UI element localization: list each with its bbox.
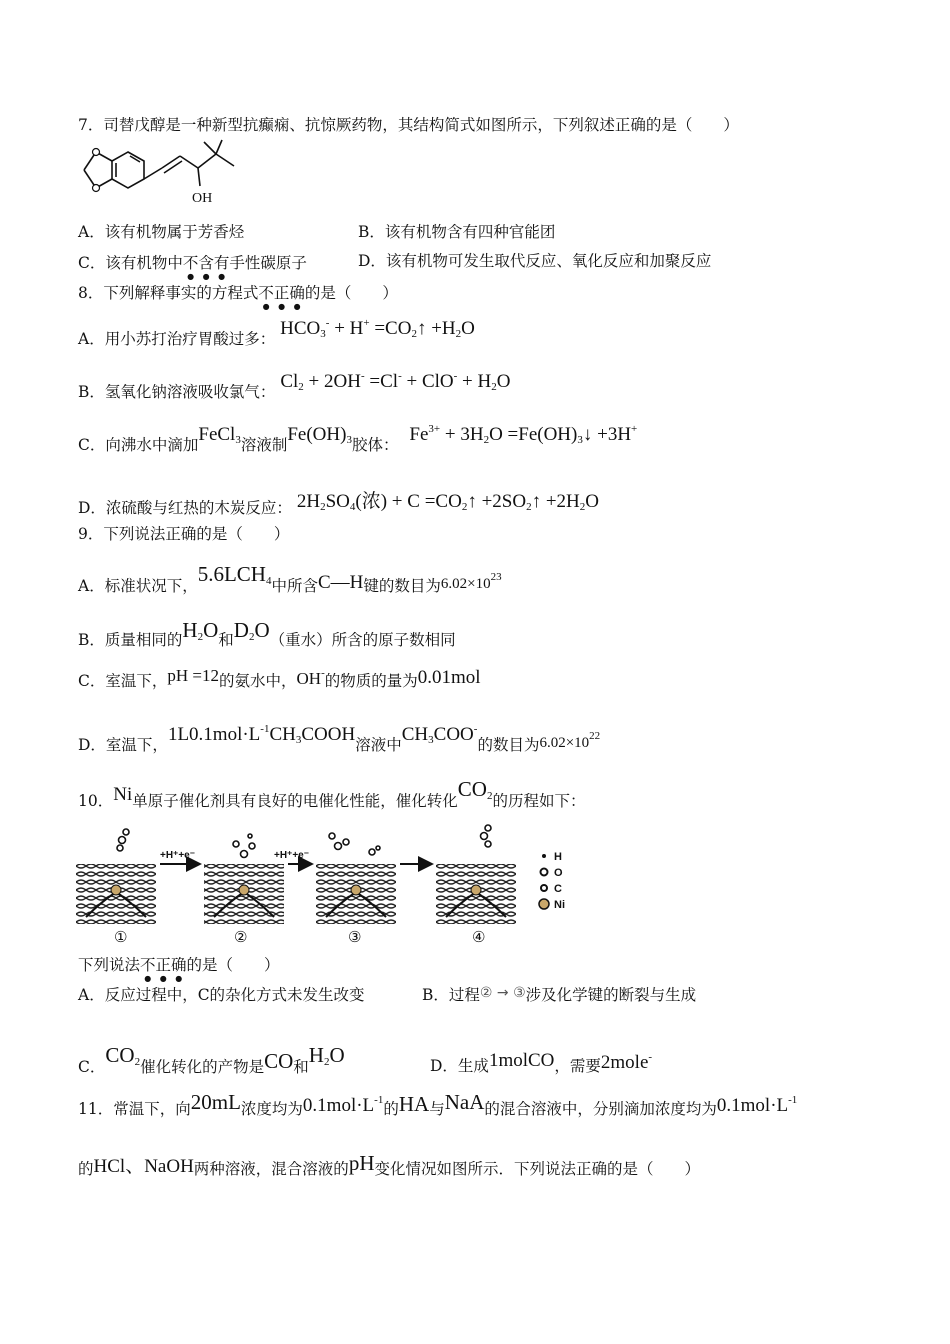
q9-d-text2: 溶液中 xyxy=(355,736,402,754)
q10-legend-h: H xyxy=(554,851,562,863)
q11-conc-1: $0.1mol\cdot L^{-1}$ xyxy=(302,1094,384,1116)
q7-stem: 7．司替戊醇是一种新型抗癫痫、抗惊厥药物，其结构简式如图所示，下列叙述正确的是（ ） xyxy=(78,116,739,134)
q8-a-text: A．用小苏打治疗胃酸过多： xyxy=(78,330,276,348)
q11-line-1 xyxy=(78,1090,798,1118)
q10-c-text1: C． xyxy=(78,1058,106,1076)
q10-legend-ni: Ni xyxy=(554,899,565,911)
q9-a-ch4: $5.6LCH_4$ xyxy=(197,562,272,587)
q9-a-text2: 中所含 xyxy=(271,577,318,595)
q10-b-text1: B．过程 xyxy=(422,986,480,1004)
q8-c-text1: C．向沸水中滴加 xyxy=(78,436,199,454)
q8-option-c xyxy=(78,423,638,456)
q10-question xyxy=(78,956,280,983)
q9-d-solution: $1L0.1mol\cdot L^{-1}CH_3COOH$ xyxy=(167,723,356,746)
q10-legend-c: C xyxy=(554,883,562,895)
q8-c-fecl3: FeCl$_3$ xyxy=(198,424,241,446)
q9-c-text3: 的物质的量为 xyxy=(324,672,418,690)
q10-d-co: 1molCO xyxy=(488,1050,555,1071)
q8-stem xyxy=(78,284,398,311)
q11-l1-c: 的 xyxy=(383,1100,399,1118)
q9-option-c xyxy=(78,666,481,690)
q10-d-text2: ，需要 xyxy=(554,1057,601,1075)
q8-option-d xyxy=(78,491,599,519)
q10-c-text2: 催化转化的产物是 xyxy=(140,1058,265,1076)
q10-arrow-label-1: +H⁺+e⁻ xyxy=(160,850,196,861)
q9-a-text1: A．标准状况下， xyxy=(78,577,198,595)
q11-l2-a: 的 xyxy=(78,1160,94,1178)
q10-stem-2: 单原子催化剂具有良好的电催化性能，催化转化 xyxy=(132,792,458,810)
q10-d-electrons: 2mole- xyxy=(600,1051,653,1073)
q7-option-a: A．该有机物属于芳香烃 xyxy=(78,223,245,241)
q9-c-text2: 的氨水中， xyxy=(219,672,297,690)
q8-c-text3: 胶体： xyxy=(351,436,399,454)
q10-b-steps: ② → ③ xyxy=(479,985,526,1001)
q9-b-d2o: $D_2O$ xyxy=(233,618,270,643)
q9-d-ion: $CH_3COO^-$ xyxy=(401,723,478,746)
q11-naa: NaA xyxy=(444,1090,485,1114)
q10-stem-co2: $CO_2$ xyxy=(457,777,493,802)
q10-d-text1: D．生成 xyxy=(430,1057,489,1075)
q11-l2-b: 两种溶液，混合溶液的 xyxy=(193,1160,349,1178)
q10-stem-1: 10． xyxy=(78,792,114,810)
q10-c-co2: $CO_2$ xyxy=(105,1043,141,1068)
q10-step-2: ② xyxy=(234,928,248,946)
q10-stem xyxy=(78,777,586,812)
q10-stem-3: 的历程如下： xyxy=(492,792,586,810)
q10-q-pre: 下列说法 xyxy=(78,956,141,974)
q11-line-2 xyxy=(78,1151,700,1178)
q10-option-d xyxy=(430,1050,653,1075)
q9-b-h2o: $H_2O$ xyxy=(182,618,219,643)
q11-l1-d: 与 xyxy=(429,1100,445,1118)
q9-d-text1: D．室温下， xyxy=(78,736,168,754)
q9-b-text1: B．质量相同的 xyxy=(78,631,183,649)
q10-step-3: ③ xyxy=(348,928,362,946)
q11-conc-2: $0.1mol\cdot L^{-1}$ xyxy=(716,1094,798,1116)
q9-c-ph: pH =12 xyxy=(167,666,219,685)
q10-c-h2o: $H_2O$ xyxy=(308,1043,345,1068)
q9-c-amount: 0.01mol xyxy=(417,667,481,688)
q10-option-a: A．反应过程中，C的杂化方式未发生改变 xyxy=(78,986,365,1004)
q10-step-4: ④ xyxy=(472,928,486,946)
q8-b-equation: $Cl_2 + 2OH^- =Cl^- + ClO^- + H_2O$ xyxy=(280,370,511,393)
q8-c-equation: $Fe^{3+} + 3H_2O$ $=Fe(OH)_3↓ +3H^+$ xyxy=(409,423,638,446)
q9-a-number: $6.02\times 10^{23}$ xyxy=(440,571,502,592)
q8-option-b xyxy=(78,370,511,403)
q10-stem-ni: Ni xyxy=(113,784,133,805)
q8-a-equation: $HCO_3^- + H^+$ $=CO_2↑ +H_2O$ xyxy=(280,317,475,340)
q11-ph: pH xyxy=(348,1151,375,1175)
q10-arrow-label-2: +H⁺+e⁻ xyxy=(274,850,310,861)
q7-c-emph: 不含有 xyxy=(182,254,230,272)
q9-b-text3: （重水）所含的原子数相同 xyxy=(269,631,456,649)
q8-option-a xyxy=(78,317,475,350)
q9-c-text1: C．室温下， xyxy=(78,672,168,690)
q9-c-oh: OH- xyxy=(296,667,325,688)
q10-q-post: 的是（ ） xyxy=(186,956,280,974)
q8-stem-emph: 不正确 xyxy=(258,284,305,302)
q7-option-d: D．该有机物可发生取代反应、氧化反应和加聚反应 xyxy=(358,252,712,270)
q7-structure-label: OH xyxy=(192,191,213,206)
q7-structure-image xyxy=(76,138,251,208)
q11-l1-e: 的混合溶液中，分别滴加浓度均为 xyxy=(484,1100,717,1118)
q7-option-c xyxy=(78,254,307,281)
q9-b-text2: 和 xyxy=(218,631,234,649)
q8-b-text: B．氢氧化钠溶液吸收氯气： xyxy=(78,383,276,401)
q9-d-number: $6.02\times 10^{22}$ xyxy=(539,730,601,751)
q10-c-text3: 和 xyxy=(293,1058,309,1076)
q10-q-emph: 不正确 xyxy=(140,956,187,974)
q11-reagents: HCl、NaOH xyxy=(93,1156,194,1177)
q9-d-text3: 的数目为 xyxy=(477,736,540,754)
q7-c-pre: C．该有机物中 xyxy=(78,254,183,272)
q11-ha: HA xyxy=(398,1092,430,1116)
q7-option-b: B．该有机物含有四种官能团 xyxy=(358,223,556,241)
q11-volume: 20mL xyxy=(190,1090,241,1114)
q10-legend-o: O xyxy=(554,867,563,879)
q9-option-b xyxy=(78,618,456,651)
q9-a-text3: 键的数目为 xyxy=(363,577,441,595)
q10-option-b xyxy=(422,985,697,1004)
q8-stem-pre: 8．下列解释事实的方程式 xyxy=(78,284,259,302)
q10-mechanism-image xyxy=(76,822,596,950)
q9-a-bond: C—H xyxy=(317,572,364,593)
q10-step-1: ① xyxy=(114,928,128,946)
q10-b-text2: 涉及化学键的断裂与生成 xyxy=(525,986,697,1004)
q11-l2-c: 变化情况如图所示．下列说法正确的是（ ） xyxy=(374,1160,700,1178)
q11-l1-a: 11．常温下，向 xyxy=(78,1100,191,1118)
q8-c-text2: 溶液制 xyxy=(240,436,288,454)
q10-option-c xyxy=(78,1043,345,1078)
q9-option-a xyxy=(78,562,502,597)
q11-l1-b: 浓度均为 xyxy=(240,1100,303,1118)
q10-c-co: CO xyxy=(264,1049,294,1073)
q9-stem: 9．下列说法正确的是（ ） xyxy=(78,525,290,543)
q8-c-feoh3: $Fe(OH)_3$ xyxy=(287,424,352,446)
q7-c-post: 手性碳原子 xyxy=(229,254,307,272)
q8-d-text: D．浓硫酸与红热的木炭反应： xyxy=(78,499,292,517)
q8-d-equation: $2H_2SO_4$(浓) + $C =CO_2↑$ $+2SO_2↑ +2H_2O$ xyxy=(296,491,599,513)
q9-option-d xyxy=(78,723,601,756)
q8-stem-post: 的是（ ） xyxy=(304,284,398,302)
